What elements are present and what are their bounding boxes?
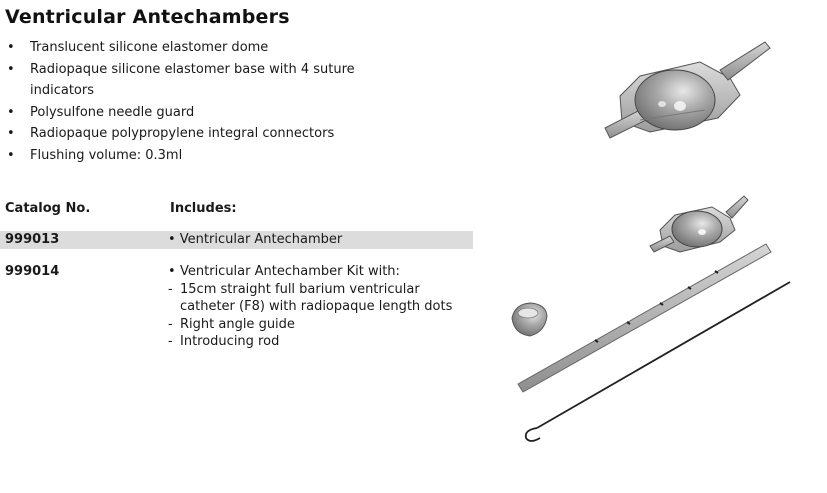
line-mark: -: [168, 281, 173, 297]
catalog-number: 999013: [5, 232, 60, 247]
bullet: •: [7, 104, 15, 120]
bullet: •: [7, 40, 15, 55]
line-text: 15cm straight full barium ventricular: [180, 281, 420, 297]
line-text: catheter (F8) with radiopaque length dots: [180, 299, 453, 314]
right-angle-guide-image: [512, 303, 547, 336]
feature-text: Flushing volume: 0.3ml: [30, 147, 183, 163]
antechamber-large-image: [605, 42, 770, 138]
line-text: Introducing rod: [180, 334, 280, 349]
line-mark: -: [168, 334, 173, 349]
antechamber-small-image: [650, 196, 748, 252]
bullet: •: [7, 126, 15, 141]
line-mark: •: [168, 264, 176, 279]
catheter-image: [518, 244, 771, 392]
bullet: •: [7, 147, 15, 163]
includes-header: Includes:: [170, 201, 237, 216]
feature-text: Radiopaque polypropylene integral connectors: [30, 126, 335, 141]
feature-text: Radiopaque silicone elastomer base with 4 suture: [30, 61, 355, 77]
feature-text-continued: indicators: [30, 83, 94, 98]
line-text: Right angle guide: [180, 316, 295, 332]
includes-text: • Ventricular Antechamber: [168, 232, 343, 247]
line-text: Ventricular Antechamber Kit with:: [180, 264, 400, 279]
feature-text: Polysulfone needle guard: [30, 104, 195, 120]
line-mark: -: [168, 316, 173, 332]
bullet: •: [7, 61, 15, 77]
page-title: Ventricular Antechambers: [5, 6, 290, 28]
catalog-header: Catalog No.: [5, 201, 91, 216]
feature-text: Translucent silicone elastomer dome: [30, 40, 269, 55]
catalog-number: 999014: [5, 264, 60, 279]
